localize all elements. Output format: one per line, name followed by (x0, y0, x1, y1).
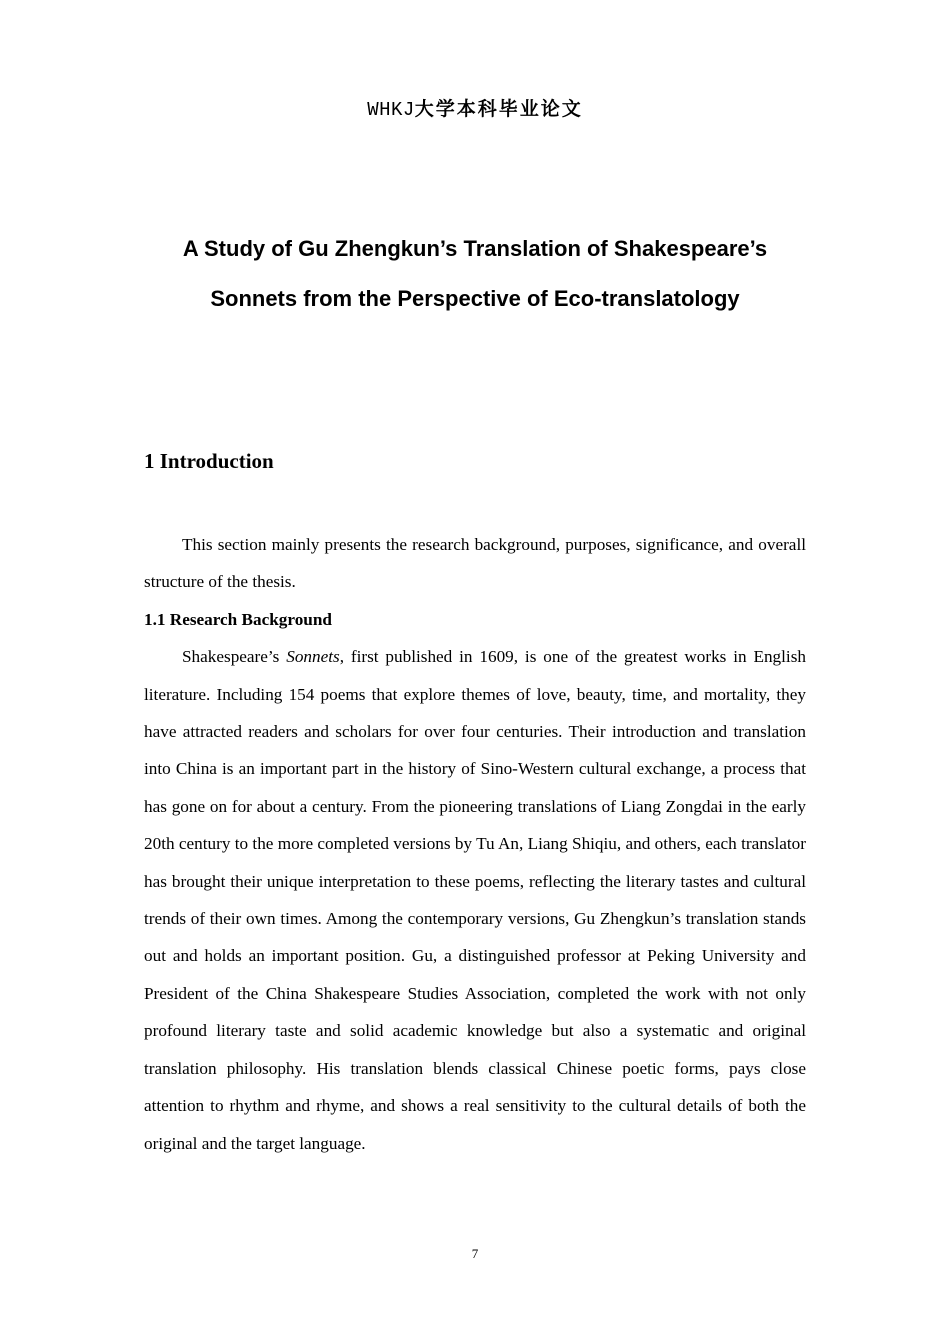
background-lead: Shakespeare’s (182, 647, 287, 667)
sonnets-italic: Sonnets (286, 647, 340, 667)
page-number: 7 (471, 1246, 479, 1261)
body-text (144, 526, 806, 1162)
background-body: , first published in 1609, is one of the greatest works in English literature. Including 154 poems that explore themes of love, beauty, time, and mortality, they have attracted readers and scholars for over four centuries. Their introduction and translation into China is an important part in the history of Sino-Western cultural exchange, a process that has gone on for about a century. From the pioneering translations of Liang Zongdai in the early 20th century to the more completed versions by Tu An, Liang Shiqiu, and others, each translator has brought their unique interpretation to these poems, reflecting the literary tastes and cultural trends of their own times. Among the contemporary versions, Gu Zhengkun’s translation stands out and holds an important position. Gu, a distinguished professor at Peking University and President of the China Shakespeare Studies Association, completed the work with not only profound literary taste and solid academic knowledge but also a systematic and original translation philosophy. His translation blends classical Chinese poetic forms, pays close attention to rhythm and rhyme, and shows a real sensitivity to the cultural details of both the original and the target language. (144, 647, 806, 1153)
running-header (0, 94, 950, 121)
intro-paragraph: This section mainly presents the research background, purposes, significance, and overall structure of the thesis. (144, 535, 806, 592)
header-latin: WHKJ (367, 99, 415, 121)
header-chinese: 大学本科毕业论文 (414, 98, 583, 120)
paper-title-line-1: A Study of Gu Zhengkun’s Translation of Shakespeare’s (182, 236, 768, 261)
background-paragraph (144, 638, 806, 1162)
section-heading: 1 Introduction (144, 449, 274, 473)
paper-title-line-2: Sonnets from the Perspective of Eco-translatology (210, 286, 740, 311)
paper-title (0, 224, 950, 324)
subsection-heading: 1.1 Research Background (144, 609, 332, 629)
